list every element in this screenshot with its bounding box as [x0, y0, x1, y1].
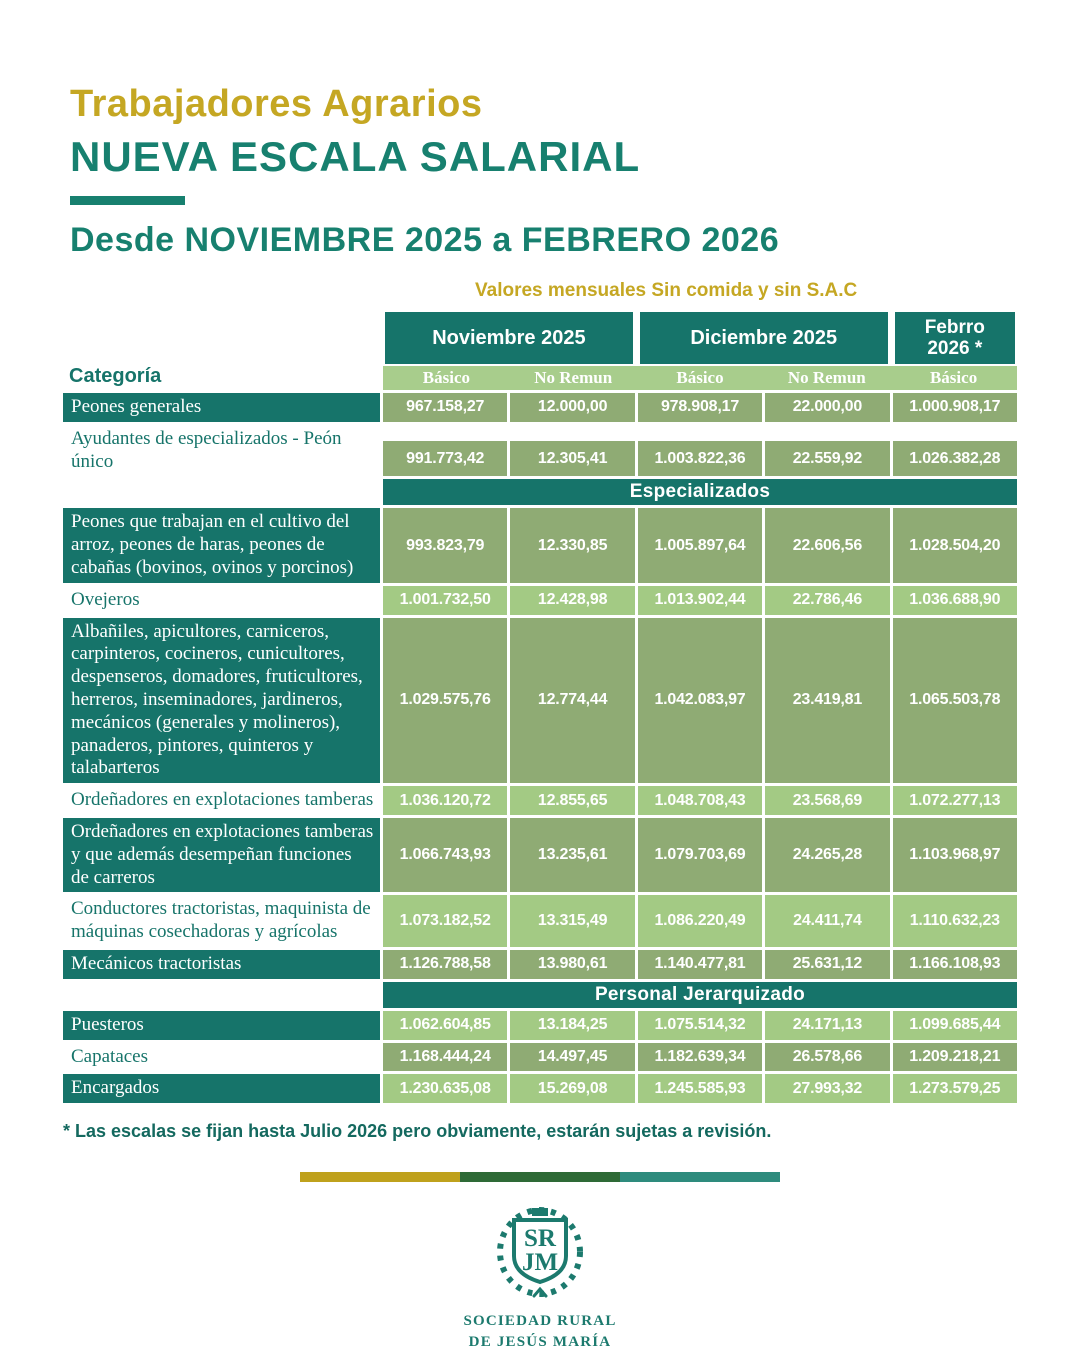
title-block — [63, 84, 1017, 260]
category-cell: Conductores tractoristas, maquinista de máquinas cosechadoras y agrícolas — [71, 898, 371, 943]
value-cell: 1.103.968,97 — [893, 818, 1017, 892]
category-header-label: Categoría — [69, 365, 162, 388]
values-note: Valores mensuales Sin comida y sin S.A.C — [475, 280, 858, 302]
value-cell: 1.245.585,93 — [638, 1074, 762, 1103]
category-cell: Ordeñadores en explotaciones tamberas y que además desempeñan funciones de carreros — [63, 818, 380, 892]
value-cell: 1.099.685,44 — [893, 1011, 1017, 1040]
value-cell: 1.073.182,52 — [383, 895, 507, 947]
value-cell: 24.411,74 — [765, 895, 889, 947]
value-cell: 27.993,32 — [765, 1074, 889, 1103]
value-cell: 967.158,27 — [383, 393, 507, 422]
monogram-bottom: JM — [521, 1249, 559, 1277]
table-body — [63, 393, 1017, 1103]
footnote: * Las escalas se fijan hasta Julio 2026 pero obviamente, estarán sujetas a revisión. — [63, 1121, 772, 1142]
value-cell: 12.855,65 — [510, 786, 634, 815]
subheader-label: No Remun — [787, 368, 866, 388]
kicker-title: Trabajadores Agrarios — [70, 83, 483, 125]
value-cell: 12.428,98 — [510, 586, 634, 615]
value-cell: 23.568,69 — [765, 786, 889, 815]
value-cell: 1.003.822,36 — [638, 425, 762, 477]
value-cell: 23.419,81 — [765, 618, 889, 784]
section-row — [63, 982, 1017, 1008]
monogram-top: SR — [524, 1225, 556, 1253]
category-cell: Puesteros — [63, 1011, 380, 1040]
value-cell: 1.065.503,78 — [893, 618, 1017, 784]
bar-segment-gold — [300, 1172, 460, 1182]
section-row — [63, 479, 1017, 505]
value-cell: 12.305,41 — [510, 425, 634, 477]
table-row — [63, 393, 1017, 422]
value-cell: 1.005.897,64 — [638, 508, 762, 582]
value-cell: 13.235,61 — [510, 818, 634, 892]
category-spacer — [63, 479, 380, 505]
table-row — [63, 618, 1017, 784]
value-cell: 13.184,25 — [510, 1011, 634, 1040]
subheader-label: Básico — [422, 368, 471, 388]
table-row — [63, 818, 1017, 892]
value-cell: 1.072.277,13 — [893, 786, 1017, 815]
value-cell: 24.171,13 — [765, 1011, 889, 1040]
bar-segment-green — [460, 1172, 620, 1182]
table-row — [63, 508, 1017, 582]
table-row — [63, 586, 1017, 615]
main-title: NUEVA ESCALA SALARIAL — [70, 132, 641, 180]
value-cell: 12.774,44 — [510, 618, 634, 784]
table-row — [63, 950, 1017, 979]
organization-logo — [410, 1204, 670, 1353]
value-cell: 13.980,61 — [510, 950, 634, 979]
value-cell: 26.578,66 — [765, 1043, 889, 1072]
value-cell: 24.265,28 — [765, 818, 889, 892]
table-row — [63, 895, 1017, 947]
value-cell: 1.028.504,20 — [893, 508, 1017, 582]
subheader-label: Básico — [676, 368, 724, 388]
value-cell: 978.908,17 — [638, 393, 762, 422]
value-cell: 13.315,49 — [510, 895, 634, 947]
subheader-strip — [383, 366, 1017, 390]
organization-name-line1: SOCIEDAD RURAL — [463, 1313, 617, 1330]
category-cell: Ordeñadores en explotaciones tamberas — [71, 789, 374, 811]
value-cell: 25.631,12 — [765, 950, 889, 979]
value-cell: 1.110.632,23 — [893, 895, 1017, 947]
value-cell: 1.075.514,32 — [638, 1011, 762, 1040]
table-row — [63, 786, 1017, 815]
value-cell: 12.000,00 — [510, 393, 634, 422]
value-cell: 22.606,56 — [765, 508, 889, 582]
subtitle: Desde NOVIEMBRE 2025 a FEBRERO 2026 — [70, 220, 780, 259]
salary-table — [63, 312, 1017, 1103]
table-row — [63, 1043, 1017, 1072]
value-cell: 1.166.108,93 — [893, 950, 1017, 979]
value-cell: 14.497,45 — [510, 1043, 634, 1072]
value-cell: 1.079.703,69 — [638, 818, 762, 892]
table-row — [63, 1011, 1017, 1040]
value-cell: 22.786,46 — [765, 586, 889, 615]
category-cell: Albañiles, apicultores, carniceros, carpinteros, cocineros, cunicultores, despenseros, domadores, fruticultores, herreros, inseminadores, jardineros, mecánicos (generales y molineros), panaderos, pintores, quinteros y talabarteros — [63, 618, 380, 784]
table-row — [63, 425, 1017, 477]
value-cell: 22.000,00 — [765, 393, 889, 422]
crest-icon — [476, 1204, 604, 1304]
section-header: Especializados — [383, 479, 1017, 505]
value-cell: 993.823,79 — [383, 508, 507, 582]
organization-name-line2: DE JESÚS MARÍA — [468, 1334, 612, 1351]
bar-segment-teal — [620, 1172, 780, 1182]
subheader-label: No Remun — [534, 368, 613, 388]
category-cell: Peones que trabajan en el cultivo del arroz, peones de haras, peones de cabañas (bovinos, ovinos y porcinos) — [63, 508, 380, 582]
section-header: Personal Jerarquizado — [383, 982, 1017, 1008]
value-cell: 1.000.908,17 — [893, 393, 1017, 422]
category-cell: Peones generales — [63, 393, 380, 422]
organization-name — [410, 1311, 670, 1353]
value-cell: 1.029.575,76 — [383, 618, 507, 784]
value-cell: 1.013.902,44 — [638, 586, 762, 615]
value-cell: 1.126.788,58 — [383, 950, 507, 979]
value-cell: 991.773,42 — [383, 425, 507, 477]
subheader-label: Básico — [929, 368, 978, 388]
category-cell: Mecánicos tractoristas — [63, 950, 380, 979]
category-cell: Capataces — [71, 1045, 149, 1067]
value-cell: 1.273.579,25 — [893, 1074, 1017, 1103]
value-cell: 1.230.635,08 — [383, 1074, 507, 1103]
value-cell: 1.048.708,43 — [638, 786, 762, 815]
category-cell: Encargados — [63, 1074, 380, 1103]
category-cell: Ayudantes de especializados - Peón único — [71, 427, 342, 472]
category-cell: Ovejeros — [71, 588, 140, 610]
decorative-bar — [300, 1172, 780, 1182]
table-row — [63, 1074, 1017, 1103]
month-group-febrero: Febrro 2026 * — [895, 312, 1015, 364]
value-cell: 1.168.444,24 — [383, 1043, 507, 1072]
value-cell: 1.036.120,72 — [383, 786, 507, 815]
value-cell: 22.559,92 — [765, 425, 889, 477]
value-cell: 1.036.688,90 — [893, 586, 1017, 615]
value-cell: 1.182.639,34 — [638, 1043, 762, 1072]
value-cell: 1.066.743,93 — [383, 818, 507, 892]
value-cell: 1.026.382,28 — [893, 425, 1017, 477]
value-cell: 1.042.083,97 — [638, 618, 762, 784]
category-spacer — [63, 982, 380, 1008]
month-group-diciembre: Diciembre 2025 — [640, 312, 888, 364]
value-cell: 1.062.604,85 — [383, 1011, 507, 1040]
value-cell: 15.269,08 — [510, 1074, 634, 1103]
value-cell: 1.209.218,21 — [893, 1043, 1017, 1072]
value-cell: 12.330,85 — [510, 508, 634, 582]
value-cell: 1.001.732,50 — [383, 586, 507, 615]
title-underline — [70, 196, 185, 205]
value-cell: 1.086.220,49 — [638, 895, 762, 947]
month-group-noviembre: Noviembre 2025 — [385, 312, 633, 364]
table-header — [63, 312, 1017, 390]
value-cell: 1.140.477,81 — [638, 950, 762, 979]
